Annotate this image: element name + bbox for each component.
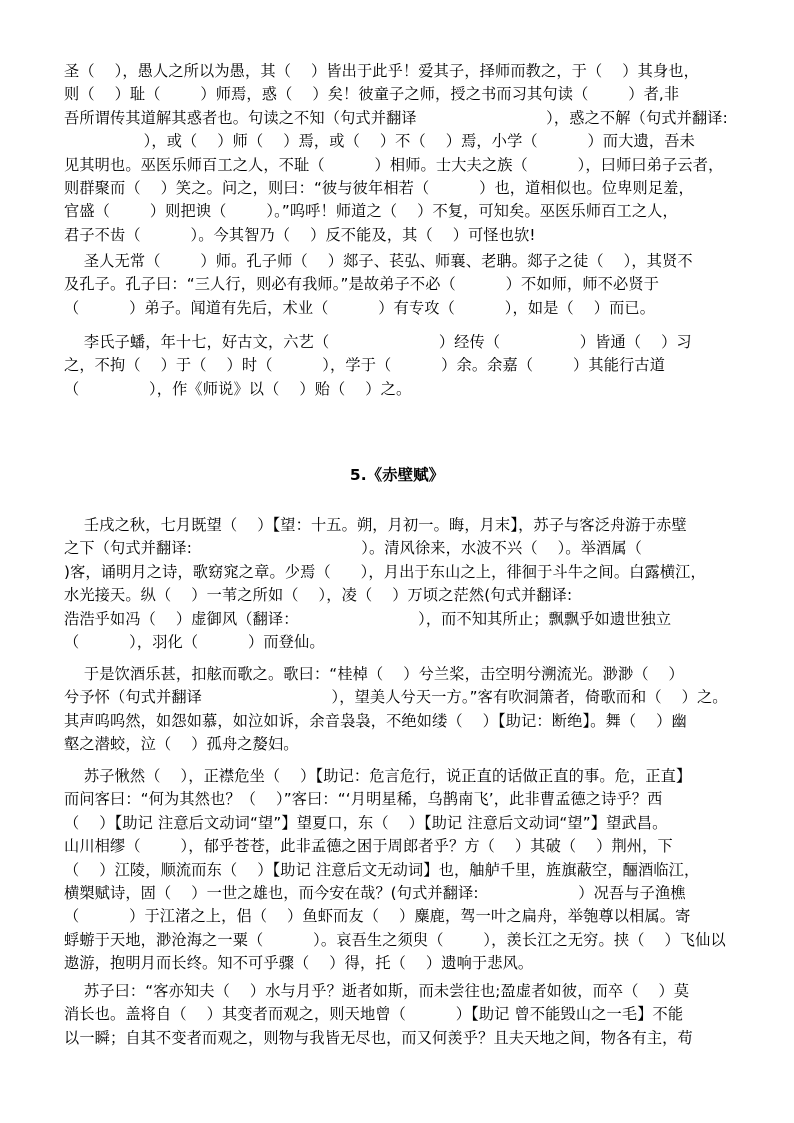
text-line: 君子不齿（ ）。今其智乃（ ）反不能及，其（ ）可怪也欤! [64,225,536,244]
text-line: ），或（ ）师（ ）焉，或（ ）不（ ）焉，小学（ ）而大遗，吾未 [64,132,695,151]
text-line: 横槊赋诗，固（ ）一世之雄也，而今安在哉？(句式并翻译: ）况吾与子渔樵 [64,883,686,902]
text-line: 山川相缪（ ），郁乎苍苍，此非孟德之困于周郎者乎？方（ ）其破（ ）荆州，下 [64,837,673,856]
text-line: 壑之潜蛟，泣（ ）孤舟之嫠妇。 [64,735,299,754]
text-line: 李氏子蟠，年十七，好古文，六艺（ ）经传（ ）皆通（ ）习 [64,333,692,351]
text-line: 蜉蝣于天地，渺沧海之一粟（ ）。哀吾生之须臾（ ），羡长江之无穷。挟（ ）飞仙以 [64,930,726,949]
text-line: 水光接天。纵（ ）一苇之所如（ ），凌（ ）万顷之茫然(句式并翻译: [64,586,573,605]
text-line: 遨游，抱明月而长终。知不可乎骤（ ）得，托（ ）遗响于悲风。 [64,954,534,973]
paragraph-chibifu-4 [64,980,730,1050]
text-line: 其声呜呜然，如怨如慕，如泣如诉，余音袅袅，不绝如缕（ ）【助记：断绝】。舞（ ）幽 [64,711,687,730]
text-line: （ ）江陵，顺流而东（ ）【助记 注意后文无动词】也，舳舻千里，旌旗蔽空，酾酒临江， [64,860,700,879]
text-line: 苏子曰：“客亦知夫（ ）水与月乎？逝者如斯，而未尝往也;盈虚者如彼，而卒（ ）莫 [64,982,690,1000]
paragraph-chibifu-2 [64,663,730,757]
text-line: 之下（句式并翻译: ）。清风徐来，水波不兴（ ）。举酒属（ [64,539,642,558]
text-line: （ ）于江渚之上，侣（ ）鱼虾而友（ ）麋鹿，驾一叶之扁舟，举匏尊以相属。寄 [64,907,691,926]
paragraph-chibifu-1 [64,514,730,654]
chapter-title: 5.《赤壁赋》 [349,466,445,484]
text-line: 之，不拘（ ）于（ ）时（ ），学于（ ）余。余嘉（ ）其能行古道 [64,356,666,375]
text-line: )客，诵明月之诗，歌窈窕之章。少焉（ ），月出于东山之上，徘徊于斗牛之间。白露横江， [64,562,706,581]
text-line: 而问客曰：“何为其然也？（ ）”客曰：“‘月明星稀，乌鹊南飞’，此非曹孟德之诗乎？西 [64,790,663,809]
paragraph-chibifu-3 [64,765,730,976]
text-line: （ ），羽化（ ）而登仙。 [64,632,325,651]
text-line: 于是饮酒乐甚，扣舷而歌之。歌曰：“桂棹（ ）兮兰桨，击空明兮溯流光。渺渺（ ） [64,665,684,683]
text-line: 则群聚而（ ）笑之。问之，则曰：“彼与彼年相若（ ）也，道相似也。位卑则足羞， [64,178,694,197]
text-line: （ ）弟子。闻道有先后，术业（ ）有专攻（ ），如是（ ）而已。 [64,298,656,317]
text-line: 见其明也。巫医乐师百工之人，不耻（ ）相师。士大夫之族（ ），曰师曰弟子云者， [64,155,724,174]
paragraph-shishuo-3 [64,331,730,401]
text-line: 及孔子。孔子曰：“三人行，则必有我师。”是故弟子不必（ ）不如师，师不必贤于 [64,275,660,294]
text-line: 消长也。盖将自（ ）其变者而观之，则天地曾（ ）【助记 曾不能毁山之一毛】不能 [64,1005,684,1024]
text-line: （ ），作《师说》以（ ）贻（ ）之。 [64,379,412,398]
paragraph-shishuo-1 [64,60,730,247]
text-line: 苏子愀然（ ），正襟危坐（ ）【助记：危言危行，说正直的话做正直的事。危，正直】 [64,767,692,785]
text-line: 官盛（ ）则把谀（ ）。”呜呼！师道之（ ）不复，可知矣。巫医乐师百工之人， [64,202,678,221]
text-line: 以一瞬；自其不变者而观之，则物与我皆无尽也，而又何羡乎？且夫天地之间，物各有主，苟 [64,1028,693,1047]
text-line: 吾所谓传其道解其惑者也。句读之不知（句式并翻译 ），惑之不解（句式并翻译: [64,108,728,127]
text-line: 则（ ）耻（ ）师焉，惑（ ）矣！彼童子之师，授之书而习其句读（ ）者,非 [64,85,680,104]
text-line: 壬戌之秋，七月既望（ ）【望：十五。朔，月初一。晦，月末】，苏子与客泛舟游于赤壁 [64,516,687,534]
paragraph-shishuo-2 [64,250,730,320]
text-line: 兮予怀（句式并翻译 ），望美人兮天一方。”客有吹洞箫者，倚歌而和（ ）之。 [64,688,728,707]
text-line: 圣（ ），愚人之所以为愚，其（ ）皆出于此乎！爱其子，择师而教之，于（ ）其身也， [64,62,699,80]
text-line: （ ）【助记 注意后文动词“望”】望夏口，东（ ）【助记 注意后文动词“望”】望武昌。 [64,813,668,832]
text-line: 圣人无常（ ）师。孔子师（ ）郯子、苌弘、师襄、老聃。郯子之徒（ ），其贤不 [64,252,693,270]
text-line: 浩浩乎如冯（ ）虚御风（翻译： ），而不知其所止；飘飘乎如遗世独立 [64,609,672,628]
